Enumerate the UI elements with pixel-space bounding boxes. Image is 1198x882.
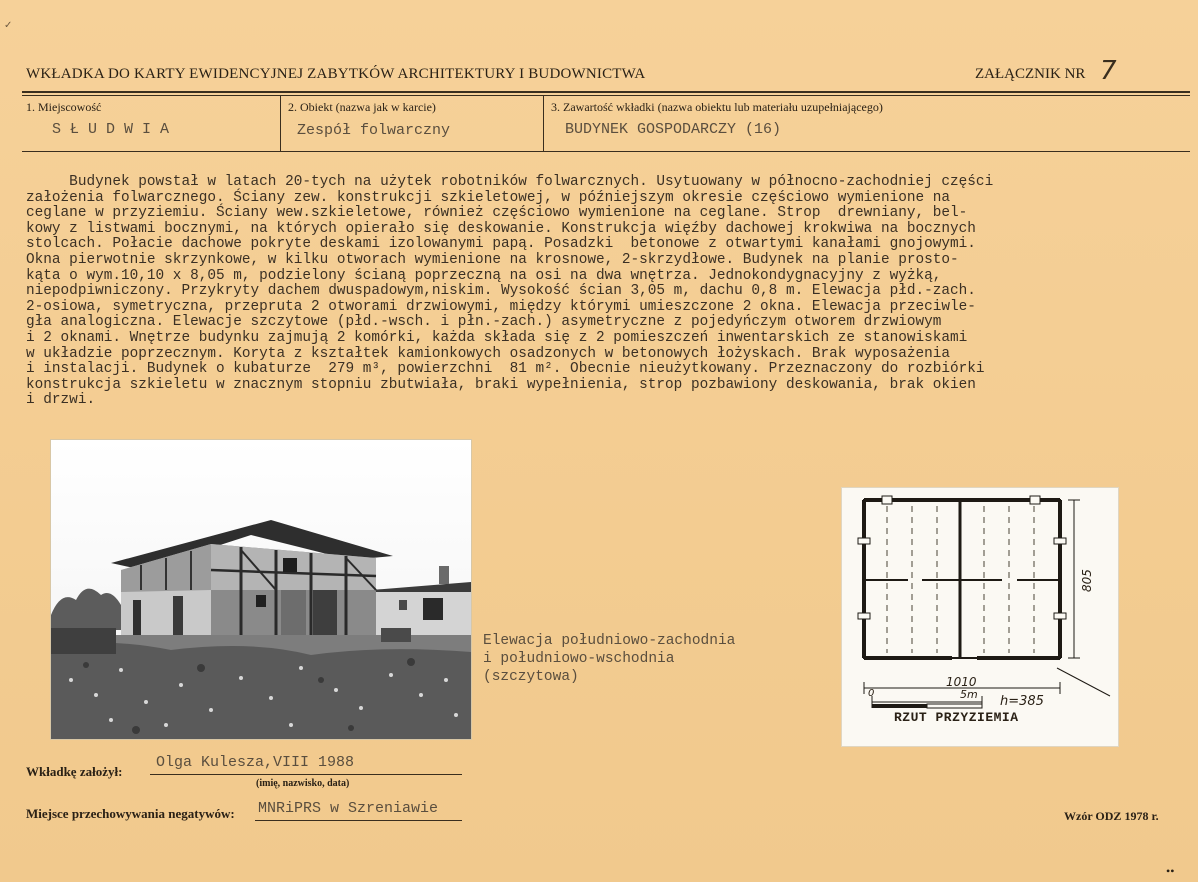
header-rule-thin (22, 95, 1190, 96)
founder-hint: (imię, nazwisko, data) (256, 778, 350, 789)
description-line: gła analogiczna. Elewacje szczytowe (płd.-wsch. i płn.-zach.) asymetryczne z pojedyńczym otworem drzwiowym (26, 314, 942, 331)
description-line: w układzie poprzecznym. Koryta z kształtek kamionkowych osadzonych w betonowych łożyskach. Brak wyposażenia (26, 345, 951, 362)
description-line: i instalacji. Budynek o kubaturze 279 m³, powierzchni 81 m². Obecnie nieużytkowany. Przeznaczony do rozbiórki (26, 361, 985, 378)
annex-number: 7 (1100, 56, 1117, 86)
storage-label: Miejsce przechowywania negatywów: (26, 806, 235, 821)
object-label: 2. Obiekt (nazwa jak w karcie) (288, 100, 436, 114)
description-line: Okna pierwotnie skrzynkowe, w kilku otworach wymienione na krosnowe, 2-skrzydłowe. Budynek na planie prosto- (26, 251, 959, 268)
description-line: założenia folwarcznego. Ściany zew. konstrukcji szkieletowej, w późniejszym okresie częściowo wymienione na (26, 189, 951, 206)
contents-value: BUDYNEK GOSPODARCZY (16) (565, 121, 782, 138)
description-line: i 2 oknami. Wnętrze budynku zajmują 2 komórki, każda składa się z 2 pomieszczeń inwentarskich ze stanowiskami (26, 329, 968, 346)
description-line: Budynek powstał w latach 20-tych na użytek robotników folwarcznych. Usytuowany w północno-zachodniej części (26, 174, 994, 190)
floor-plan (841, 487, 1119, 747)
floor-plan-title: RZUT PRZYZIEMIA (894, 710, 1019, 725)
storage-underline (255, 820, 462, 821)
building-photo (50, 439, 472, 740)
dimension-depth-label: 805 (1080, 569, 1094, 592)
corner-dots: •• (1166, 864, 1175, 878)
description-line: niepodpiwniczony. Przykryty dachem dwuspadowym,niskim. Wysokość ścian 3,05 m, dachu 0,8 m. Elewacja płd.-zach. (26, 283, 976, 300)
sheet-title: WKŁADKA DO KARTY EWIDENCYJNEJ ZABYTKÓW ARCHITEKTURY I BUDOWNICTWA (26, 66, 646, 82)
caption-line: Elewacja południowo-zachodnia (483, 633, 736, 649)
founder-label: Wkładkę założył: (26, 764, 123, 779)
annex-label: ZAŁĄCZNIK NR (975, 66, 1086, 82)
field-divider (543, 95, 544, 151)
photo-caption (483, 632, 735, 686)
contents-label: 3. Zawartość wkładki (nazwa obiektu lub materiału uzupełniającego) (551, 100, 883, 114)
scale-label: 5m (960, 688, 978, 701)
height-label: h=385 (1000, 694, 1044, 709)
field-divider (280, 95, 281, 151)
locality-label: 1. Miejscowość (26, 100, 102, 114)
object-value: Zespół folwarczny (297, 122, 451, 139)
description-line: ceglane w przyziemiu. Ściany wew.szkieletowe, również częściowo wymienione na ceglane. Strop drewniany, bel- (26, 205, 968, 222)
fields-bottom-rule (22, 151, 1190, 152)
description-line: i drzwi. (26, 392, 96, 409)
description-line: 2-osiowa, symetryczna, przepruta 2 otworami drzwiowymi, między którymi umieszczone 2 okna. Elewacja przeciwle- (26, 298, 976, 315)
corner-mark: ✓ (4, 20, 13, 31)
caption-line: (szczytowa) (483, 669, 579, 685)
storage-value: MNRiPRS w Szreniawie (258, 800, 439, 817)
description-line: konstrukcja szkieletu w znacznym stopniu zbutwiała, braki wypełnienia, strop pozbawiony deskowania, brak okien (26, 376, 976, 393)
caption-line: i południowo-wschodnia (483, 651, 675, 667)
description-line: kowy z listwami bocznymi, na których opierało się deskowanie. Konstrukcja więźby dachowej krokwiwa na bocznych (26, 220, 976, 237)
building-photo-drawing (51, 440, 471, 739)
description-line: kąta o wym.10,10 x 8,05 m, podzielony ścianą poprzeczną na osi na dwa wnętrza. Jednokondygnacyjny z wyżką, (26, 267, 942, 284)
founder-value: Olga Kulesza,VIII 1988 (156, 754, 355, 771)
founder-underline (150, 774, 462, 775)
locality-value: SŁUDWIA (52, 121, 179, 138)
dimension-width-label: 1010 (946, 675, 977, 689)
scale-zero-label: 0 (868, 688, 875, 699)
floor-plan-drawing (842, 488, 1118, 746)
building-description (26, 175, 1192, 409)
header-rule (22, 91, 1190, 93)
template-label: Wzór ODZ 1978 r. (1064, 809, 1159, 823)
description-line: stolcach. Połacie dachowe pokryte deskami izolowanymi papą. Posadzki betonowe z otwartymi kanałami gnojowymi. (26, 236, 976, 253)
